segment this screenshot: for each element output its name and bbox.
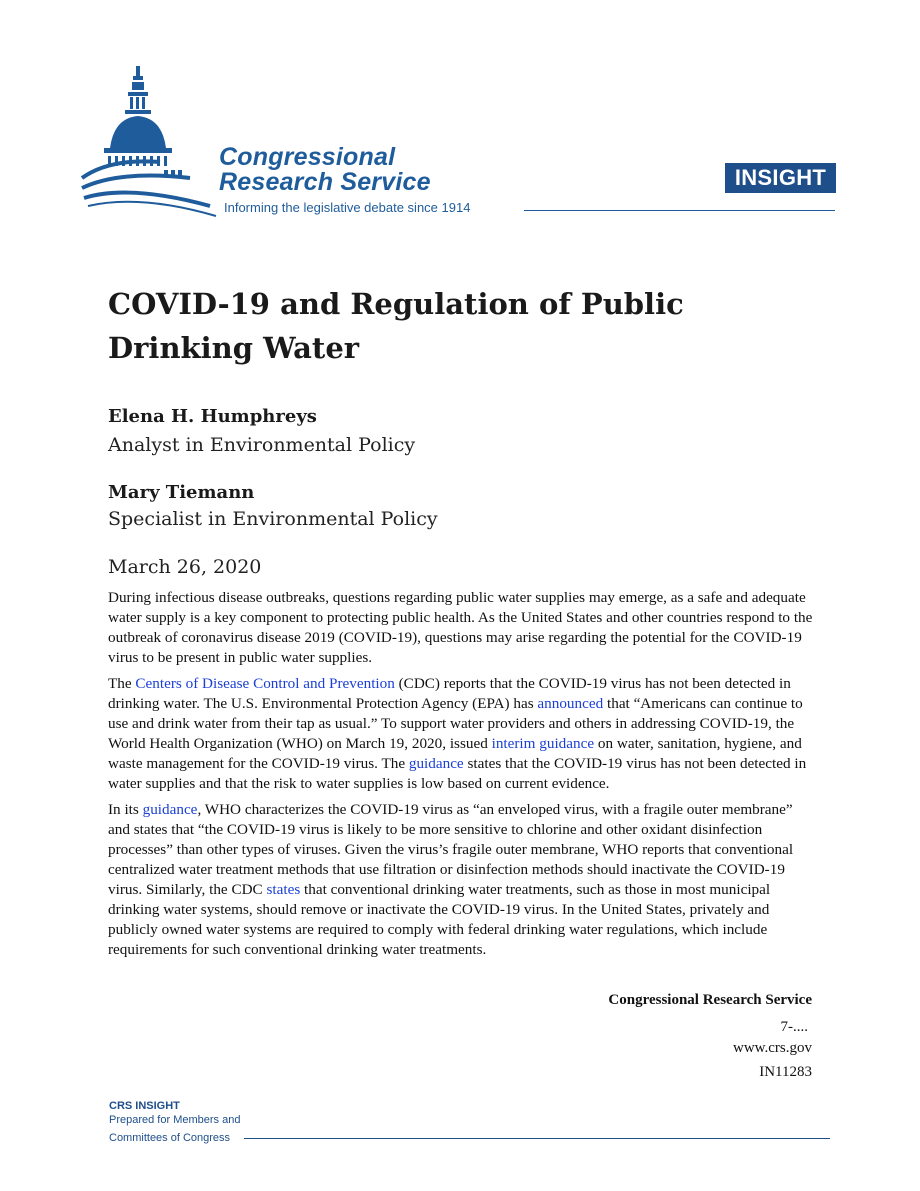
paragraph-3 <box>108 800 816 960</box>
link-interim-guidance[interactable]: interim guidance <box>491 735 595 752</box>
link-guidance[interactable]: guidance <box>408 755 464 772</box>
publication-date: March 26, 2020 <box>108 556 262 578</box>
crs-org-name: Congressional Research Service <box>608 992 812 1008</box>
text-span: states that the COVID-19 virus has not been detected in water supplies and that the risk to water supplies is low based on current evidence. <box>108 755 807 792</box>
insight-badge: INSIGHT <box>725 163 836 193</box>
text-span: In its <box>108 801 143 818</box>
footer-divider <box>244 1138 830 1139</box>
brand-tagline: Informing the legislative debate since 1914 <box>224 200 471 215</box>
link-states[interactable]: states <box>266 881 301 898</box>
capitol-dome-logo <box>80 66 230 218</box>
report-id: IN11283 <box>759 1064 812 1080</box>
author-name: Elena H. Humphreys <box>108 406 317 427</box>
text-span: that conventional drinking water treatments, such as those in most municipal drinking water systems, should remove or inactivate the COVID-19 virus. In the United States, privately and publicly owned water systems are required to comply with federal drinking water regulations, which include requirements for such conventional drinking water treatments. <box>108 881 771 958</box>
footer-line2: Committees of Congress <box>109 1132 231 1144</box>
text-span: that “Americans can continue to use and drink water from their tap as usual.” To support water providers and others in addressing COVID-19, the World Health Organization (WHO) on March 19, 2020, issued <box>108 695 803 752</box>
article-body <box>108 588 816 966</box>
brand-name-line1: Congressional <box>219 143 396 171</box>
text-span: , WHO characterizes the COVID-19 virus as “an enveloped virus, with a fragile outer membrane” and states that “the COVID-19 virus is likely to be more sensitive to chlorine and other oxidant disinfection processes” than other types of viruses. Given the virus’s fragile outer membrane, WHO reports that conventional centralized water treatment methods that use filtration or disinfection methods should inactivate the COVID-19 virus. Similarly, the CDC <box>108 801 794 898</box>
text-span: (CDC) reports that the COVID-19 virus has not been detected in drinking water. The U.S. Environmental Protection Agency (EPA) has <box>108 675 791 712</box>
author-role: Specialist in Environmental Policy <box>108 508 438 530</box>
report-number: 7-.... <box>780 1019 808 1035</box>
link-guidance[interactable]: guidance <box>142 801 198 818</box>
text-span: on water, sanitation, hygiene, and waste management for the COVID-19 virus. The <box>108 735 802 772</box>
paragraph-2 <box>108 674 816 794</box>
author-role: Analyst in Environmental Policy <box>108 434 416 456</box>
footer-title: CRS INSIGHT <box>109 1100 180 1112</box>
link-announced[interactable]: announced <box>537 695 604 712</box>
brand-name-line2: Research Service <box>219 168 431 196</box>
text-span: The <box>108 675 136 692</box>
footer-line1: Prepared for Members and <box>109 1114 241 1126</box>
crs-website: www.crs.gov <box>732 1040 812 1056</box>
link-cdc[interactable]: Centers of Disease Control and Prevention <box>135 675 395 692</box>
page-title: COVID-19 and Regulation of Public Drinking Water <box>108 287 684 365</box>
author-name: Mary Tiemann <box>108 482 255 503</box>
paragraph-1: During infectious disease outbreaks, questions regarding public water supplies may emerge, as a safe and adequate water supply is a key component to protecting public health. As the United States and other countries respond to the outbreak of coronavirus disease 2019 (COVID-19), questions may arise regarding the potential for the COVID-19 virus to be present in public water supplies. <box>108 589 813 666</box>
tagline-divider <box>524 210 835 211</box>
